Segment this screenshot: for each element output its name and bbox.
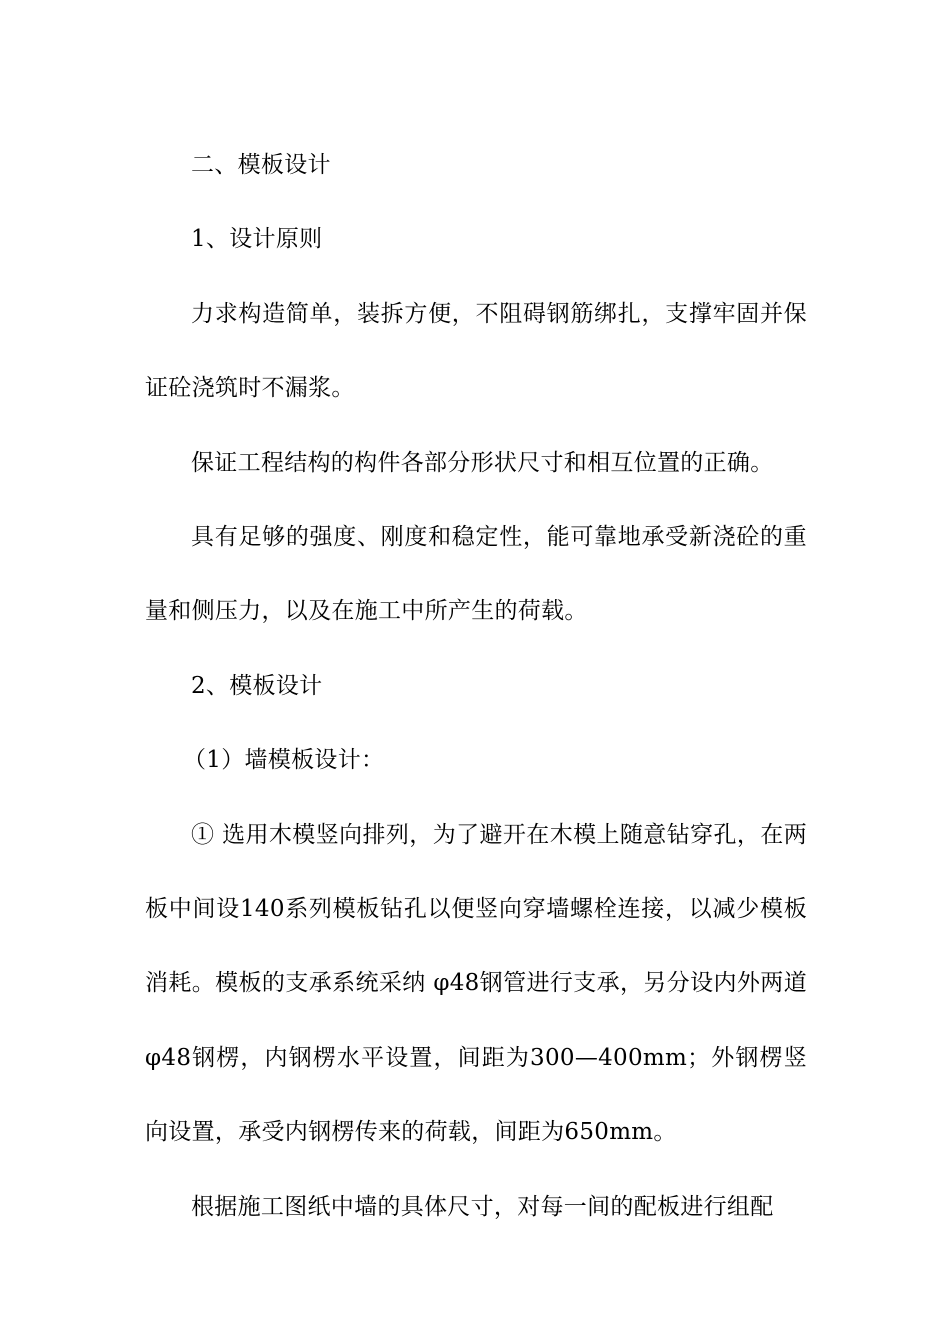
paragraph-panel-assembly: 根据施工图纸中墙的具体尺寸，对每一间的配板进行组配 [191, 1193, 774, 1220]
document-body [145, 128, 807, 1244]
subsection-heading-design-principles: 1、设计原则 [191, 226, 323, 253]
paragraph-accuracy-principle: 保证工程结构的构件各部分形状尺寸和相互位置的正确。 [191, 449, 774, 476]
section-heading: 二、模板设计 [191, 152, 331, 178]
subheading-wall-formwork: （1）墙模板设计： [183, 747, 385, 774]
subsection-heading-formwork-design: 2、模板设计 [191, 672, 323, 699]
paragraph-construction-principle: 力求构造简单，装拆方便，不阻碍钢筋绑扎，支撑牢固并保证砼浇筑时不漏浆。 [145, 300, 807, 402]
paragraph-wall-formwork-details: ① 选用木模竖向排列，为了避开在木模上随意钻穿孔，在两板中间设140系列模板钻孔以便竖向穿墙螺栓连接，以减少模板消耗。模板的支承系统采纳 φ48钢管进行支承，另分设内外两道 φ48钢楞，内钢楞水平设置，间距为300—400mm；外钢楞竖向设置，承受内钢楞传来的荷载，间距为650mm。 [145, 821, 807, 1146]
paragraph-strength-principle: 具有足够的强度、刚度和稳定性，能可靠地承受新浇砼的重量和侧压力，以及在施工中所产生的荷载。 [145, 524, 807, 625]
